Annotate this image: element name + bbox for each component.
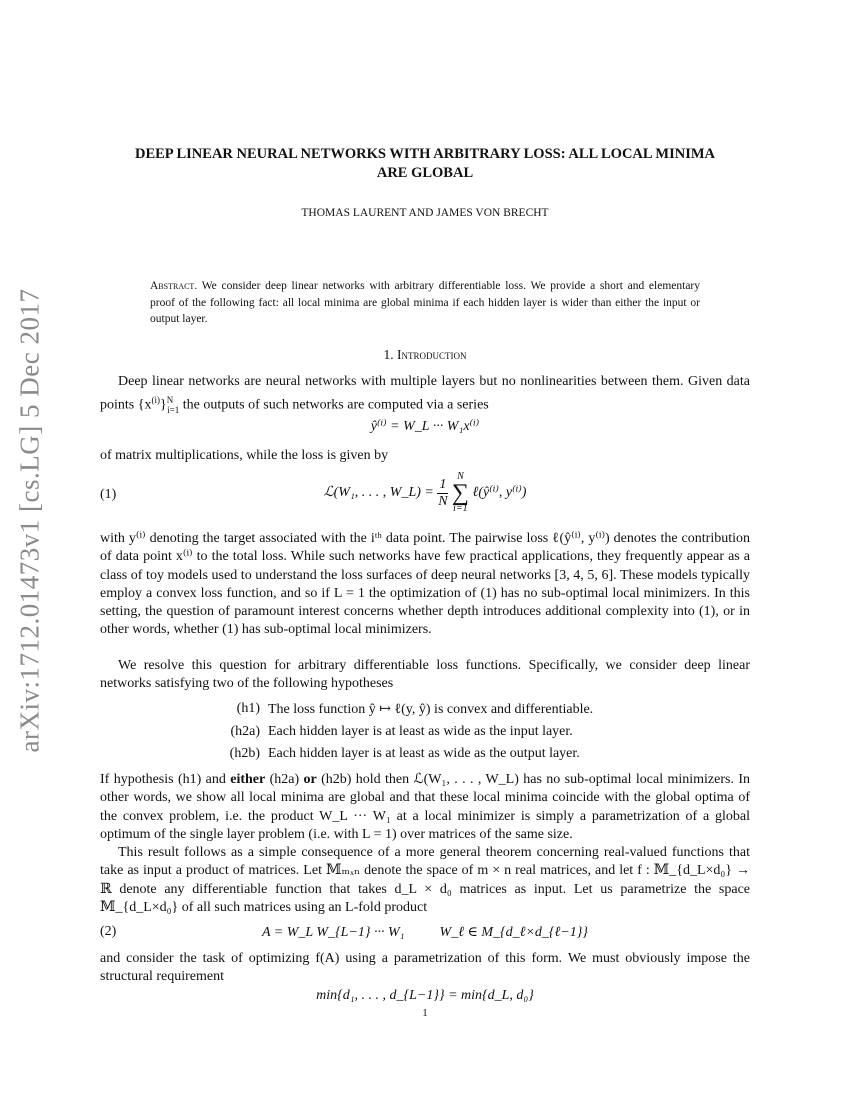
paragraph-7: and consider the task of optimizing f(A) using a parametrization of this form. We must obviously impose the structural requirement (100, 951, 750, 985)
p1-text-a: Deep linear networks are neural networks with multiple layers but no nonlinearities between them. Given data points {x (100, 374, 750, 413)
eq1-sum-symbol: ∑ (451, 480, 469, 506)
equation-1 (100, 472, 750, 522)
title-line-1: DEEP LINEAR NEURAL NETWORKS WITH ARBITRARY LOSS: ALL LOCAL MINIMA (134, 146, 715, 162)
eq1-frac-denominator: N (438, 493, 448, 509)
hypothesis-label: (h1) (236, 701, 260, 716)
hypothesis-label: (h2a) (230, 724, 260, 739)
hypothesis-text: Each hidden layer is at least as wide as the input layer. (268, 724, 573, 739)
abstract-label: Abstract. (150, 280, 198, 292)
paragraph-6: This result follows as a simple consequence of a more general theorem concerning real-valued functions that take as input a product of matrices. Let 𝕄ₘₓₙ denote the space of m × n real matrices, and let f : 𝕄_{d_L×d₀} → ℝ denote any differentiable function that takes d_L × d₀ matrices as input. Let us parametrize the space 𝕄_{d_L×d₀} of all such matrices using an L-fold product (100, 845, 750, 915)
paragraph-2: of matrix multiplications, while the loss is given by (100, 448, 389, 463)
p5-text-b: (h2a) (265, 772, 304, 787)
p1-brace: } (159, 397, 167, 413)
p1-sup-n: N (166, 395, 174, 406)
arxiv-stamp (12, 270, 48, 770)
eq1-frac-numerator: 1 (439, 476, 447, 492)
p1-text-b: the outputs of such networks are computed via a series (179, 397, 489, 413)
hypothesis-text: The loss function ŷ ↦ ℓ(y, ŷ) is convex and differentiable. (268, 702, 594, 717)
hypothesis-text: Each hidden layer is at least as wide as the output layer. (268, 746, 580, 761)
abstract-text: We consider deep linear networks with arbitrary differentiable loss. We provide a short and elementary proof of the following fact: all local minima are global minima if each hidden layer is wider than either the input or output layer. (150, 280, 701, 325)
eq1-sum-upper: N (457, 471, 464, 482)
eq1-lhs: ℒ(W₁, . . . , W_L) = (323, 485, 434, 501)
equation-3-body: min{d₁, . . . , d_{L−1}} = min{d_L, d₀} (316, 988, 534, 1003)
equation-2-number: (2) (100, 924, 117, 939)
p5-text-a: If hypothesis (h1) and (100, 772, 231, 787)
equation-0-body: ŷ⁽ⁱ⁾ = W_L ··· W₁x⁽ⁱ⁾ (370, 419, 480, 434)
title-line-2: ARE GLOBAL (376, 165, 474, 181)
equation-1-body (100, 472, 750, 514)
paragraph-1 (100, 373, 750, 419)
authors: THOMAS LAURENT AND JAMES VON BRECHT (301, 207, 549, 219)
section-heading-text: 1. Introduction (383, 347, 467, 362)
p1-sup-i: (i) (151, 395, 160, 406)
hypothesis-label: (h2b) (229, 746, 260, 761)
equation-2-body: A = W_L W_{L−1} ··· W₁ W_ℓ ∈ M_{d_ℓ×d_{ℓ−1}} (261, 925, 589, 940)
p5-either: either (230, 772, 266, 787)
paragraph-4: We resolve this question for arbitrary differentiable loss functions. Specifically, we consider deep linear networks satisfying two of the following hypotheses (100, 658, 750, 692)
p5-text-c: (h2b) hold then ℒ(W₁, . . . , W_L) has no sub-optimal local minimizers. In other words, we show all local minima are global and that these local minima coincide with the global optima of the convex problem, i.e. the product W_L ··· W₁ at a local minimizer is simply a parametrization of a global optimum of the single layer problem (i.e. with L = 1) over matrices of the same size. (100, 772, 750, 842)
equation-1-number: (1) (100, 487, 117, 502)
eq1-sum (452, 472, 469, 514)
p5-or: or (303, 772, 317, 787)
eq1-rhs: ℓ(ŷ⁽ⁱ⁾, y⁽ⁱ⁾) (472, 485, 527, 501)
paper-title (100, 145, 750, 183)
p1-sub-i1: i=1 (167, 404, 180, 415)
arxiv-stamp-text: arXiv:1712.01473v1 [cs.LG] 5 Dec 2017 (14, 288, 45, 752)
paragraph-5 (100, 771, 750, 844)
abstract (150, 278, 700, 328)
eq1-sum-lower: i=1 (453, 503, 468, 514)
section-heading (100, 347, 750, 363)
paragraph-3: with y⁽ⁱ⁾ denoting the target associated with the iᵗʰ data point. The pairwise loss ℓ(ŷ⁽ⁱ⁾, y⁽ⁱ⁾) denotes the contribution of data point x⁽ⁱ⁾ to the total loss. While such networks have few practical applications, they frequently appear as a class of toy models used to understand the loss surfaces of deep neural networks [3, 4, 5, 6]. These models typically employ a convex loss function, and so if L = 1 the optimization of (1) has no sub-optimal local minimizers. In this setting, the question of paramount interest concerns whether depth introduces additional complexity into (1), or in other words, whether (1) has sub-optimal local minimizers. (100, 531, 750, 638)
page-number: 1 (422, 1007, 428, 1019)
eq1-fraction (437, 477, 448, 510)
